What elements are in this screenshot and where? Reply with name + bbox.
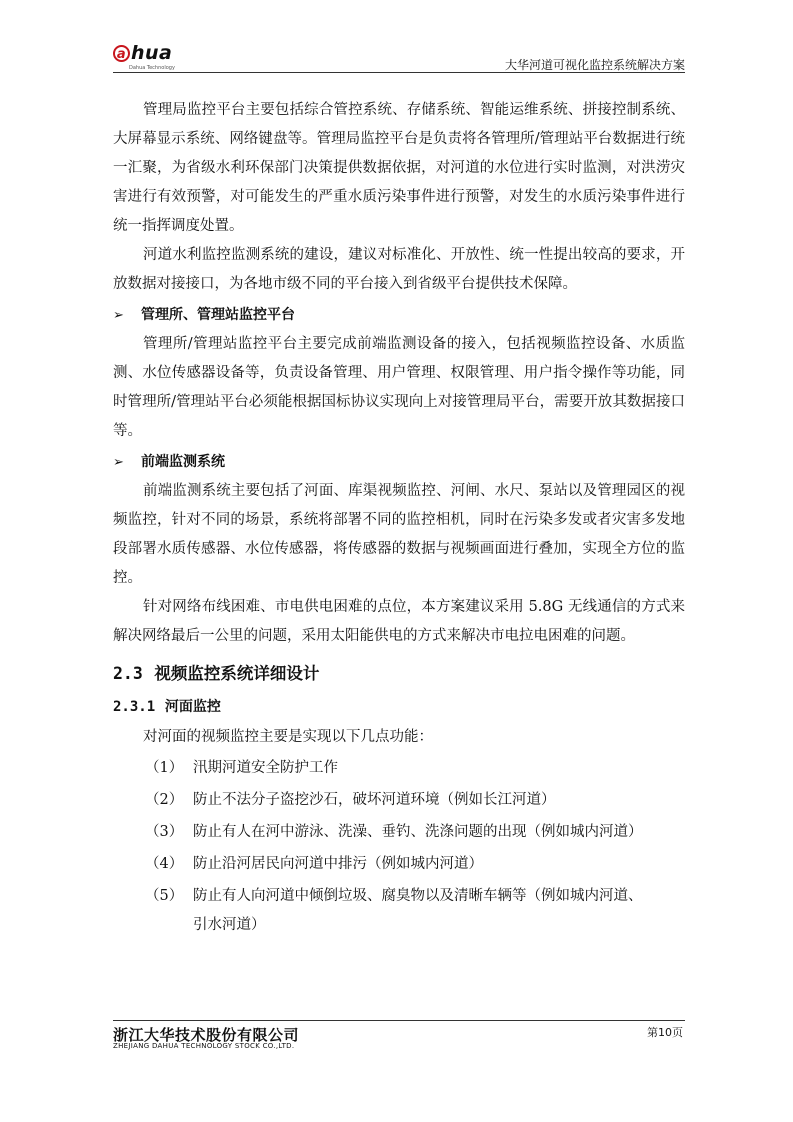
paragraph-station-platform: 管理所/管理站监控平台主要完成前端监测设备的接入，包括视频监控设备、水质监测、水位传感器设备等，负责设备管理、用户管理、权限管理、用户指令操作等功能，同时管理所/管理站平台必须能根据国标协议实现向上对接管理局平台，需要开放其数据接口等。 (113, 336, 685, 439)
list-item: （3） 防止有人在河中游泳、洗澡、垂钓、洗涤问题的出现（例如城内河道） (145, 824, 643, 840)
list-item: （5） 防止有人向河道中倾倒垃圾、腐臭物以及清晰车辆等（例如城内河道、 (145, 888, 643, 904)
function-list (113, 752, 685, 938)
section-heading-2-3: 2.3 视频监控系统详细设计 (113, 664, 320, 683)
page-header (113, 42, 685, 74)
list-item: （1） 汛期河道安全防护工作 (145, 760, 338, 776)
paragraph-standardization: 河道水利监控监测系统的建设，建议对标准化、开放性、统一性提出较高的要求，开放数据对接接口，为各地市级不同的平台接入到省级平台提供技术保障。 (113, 247, 685, 292)
paragraph-management-platform: 管理局监控平台主要包括综合管控系统、存储系统、智能运维系统、拼接控制系统、大屏幕显示系统、网络键盘等。管理局监控平台是负责将各管理所/管理站平台数据进行统一汇聚，为省级水利环保部门决策提供数据依据，对河道的水位进行实时监测，对洪涝灾害进行有效预警，对可能发生的严重水质污染事件进行预警，对发生的水质污染事件进行统一指挥调度处置。 (113, 102, 685, 234)
bullet-heading-station-platform: ➢ 管理所、管理站监控平台 (113, 301, 685, 330)
company-name-en: ZHEJIANG DAHUA TECHNOLOGY STOCK CO.,LTD. (113, 1042, 295, 1050)
dahua-logo: a hua (113, 42, 172, 64)
paragraph-frontend-system: 前端监测系统主要包括了河面、库渠视频监控、河闸、水尺、泵站以及管理园区的视频监控，针对不同的场景，系统将部署不同的监控相机，同时在污染多发或者灾害多发地段部署水质传感器、水位传感器，将传感器的数据与视频画面进行叠加，实现全方位的监控。 (113, 483, 685, 586)
company-name-cn: 浙江大华技术股份有限公司 (113, 1026, 300, 1044)
bullet-heading-frontend: ➢ 前端监测系统 (113, 448, 685, 477)
paragraph-functions-intro: 对河面的视频监控主要是实现以下几点功能： (143, 729, 433, 745)
page-footer (113, 1020, 685, 1060)
list-item: （4） 防止沿河居民向河道中排污（例如城内河道） (145, 856, 483, 872)
page-content (113, 96, 685, 938)
footer-divider (113, 1020, 685, 1021)
page-number: 第10页 (647, 1026, 683, 1039)
list-item-continuation: 引水河道） (193, 917, 266, 933)
logo-subtitle: Dahua Technology (129, 65, 175, 71)
section-heading-2-3-1: 2.3.1 河面监控 (113, 699, 221, 715)
document-title: 大华河道可视化监控系统解决方案 (504, 58, 685, 72)
list-item: （2） 防止不法分子盗挖沙石，破坏河道环境（例如长江河道） (145, 792, 556, 808)
arrow-bullet-icon: ➢ (113, 455, 124, 470)
arrow-bullet-icon: ➢ (113, 308, 124, 323)
header-divider (113, 72, 685, 73)
paragraph-wireless: 针对网络布线困难、市电供电困难的点位，本方案建议采用 5.8G 无线通信的方式来解决网络最后一公里的问题，采用太阳能供电的方式来解决市电拉电困难的问题。 (113, 599, 685, 644)
